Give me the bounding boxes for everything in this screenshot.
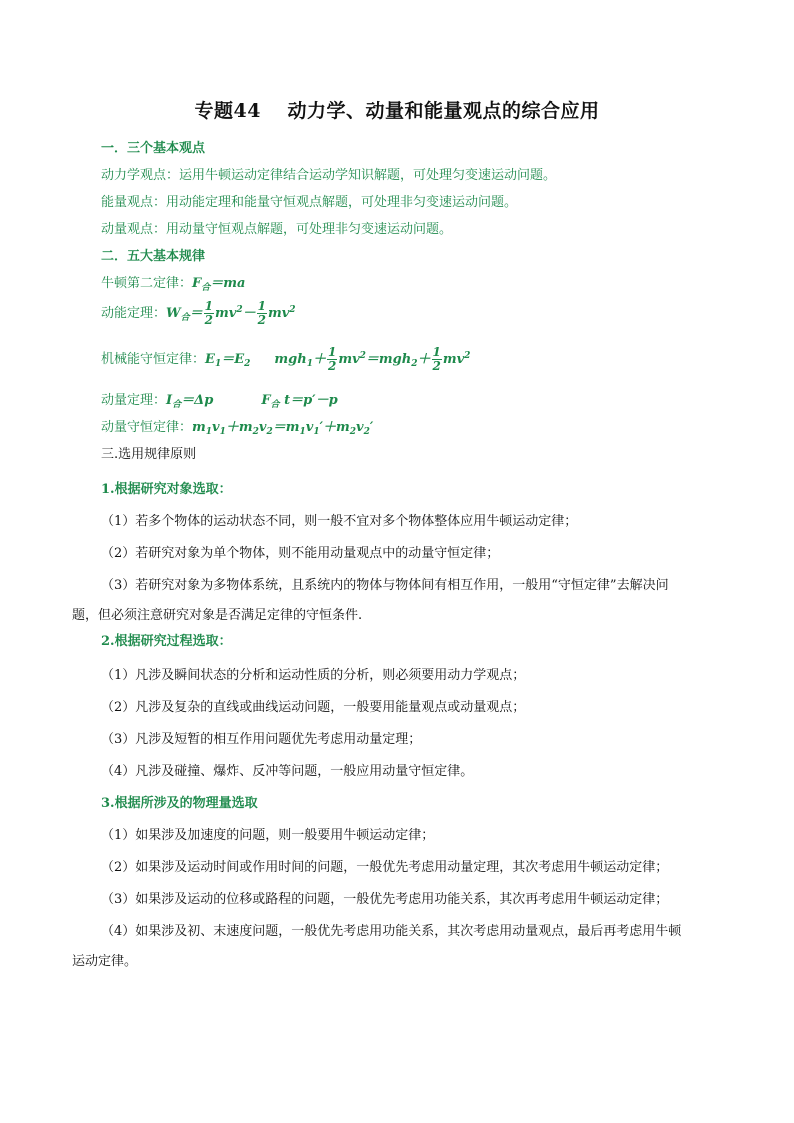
law-label: 动量守恒定律：	[101, 420, 193, 435]
formula-kinetic: $W_合=$ $\frac{1}{2}$ $mv^2-$ $\frac{1}{2}$ $mv^2$	[166, 299, 296, 327]
view-dynamics: 动力学观点：运用牛顿运动定律结合运动学知识解题，可处理匀变速运动问题。	[101, 168, 557, 183]
formula-momentum-2: $F_合$ t＝p′－p	[261, 393, 338, 410]
formula-newton: $F_合=ma$	[192, 276, 246, 293]
list-item: （3）如果涉及运动的位移或路程的问题，一般优先考虑用功能关系，其次再考虑用牛顿运动定律；	[101, 892, 669, 907]
view-energy: 能量观点：用动能定理和能量守恒观点解题，可处理非匀变速运动问题。	[101, 195, 518, 210]
list-item-continuation: 运动定律。	[72, 954, 138, 969]
list-item: （2）若研究对象为单个物体，则不能用动量观点中的动量守恒定律；	[101, 546, 500, 561]
formula-mech-1: $E_1=E_2$	[205, 352, 251, 369]
list-item: （1）若多个物体的运动状态不同，则一般不宜对多个物体整体应用牛顿运动定律；	[101, 514, 578, 529]
law-label: 动能定理：	[101, 306, 167, 321]
law-label: 牛顿第二定律：	[101, 276, 193, 291]
law-newton-second	[101, 272, 245, 293]
law-label: 机械能守恒定律：	[101, 352, 206, 367]
section-heading-selection-principles: 三.选用规律原则	[101, 447, 197, 462]
law-label: 动量定理：	[101, 393, 167, 408]
view-momentum: 动量观点：用动量守恒观点解题，可处理非匀变速运动问题。	[101, 222, 453, 237]
list-item: （3）凡涉及短暂的相互作用问题优先考虑用动量定理；	[101, 732, 422, 747]
list-item: （1）凡涉及瞬间状态的分析和运动性质的分析，则必须要用动力学观点；	[101, 668, 526, 683]
law-momentum-conservation	[101, 416, 373, 437]
law-momentum-theorem	[101, 389, 338, 410]
law-mechanical-energy	[101, 346, 470, 373]
law-kinetic-energy	[101, 300, 296, 327]
formula-conservation: $m_1v_1+m_2v_2=m_1v_1'+m_2v_2'$	[192, 420, 374, 437]
formula-momentum-1: $I_合=\Delta p$	[166, 393, 214, 410]
list-item: （2）如果涉及运动时间或作用时间的问题，一般优先考虑用动量定理，其次考虑用牛顿运动定律；	[101, 860, 669, 875]
section-heading-basic-laws: 二．五大基本规律	[101, 249, 206, 264]
group-heading-quantity: 3.根据所涉及的物理量选取	[101, 796, 258, 811]
list-item: （4）凡涉及碰撞、爆炸、反冲等问题，一般应用动量守恒定律。	[101, 764, 474, 779]
page-title: 专题44 动力学、动量和能量观点的综合应用	[194, 100, 600, 122]
formula-mech-2: mgh$_1$＋ $\frac{1}{2}$ $mv^2=mgh_2+$ $\frac{1}{2}$ $mv^2$	[274, 345, 471, 373]
group-heading-process: 2.根据研究过程选取：	[101, 634, 232, 649]
group-heading-object: 1.根据研究对象选取：	[101, 482, 232, 497]
list-item: （1）如果涉及加速度的问题，则一般要用牛顿运动定律；	[101, 828, 435, 843]
list-item: （2）凡涉及复杂的直线或曲线运动问题，一般要用能量观点或动量观点；	[101, 700, 526, 715]
section-heading-basic-views: 一．三个基本观点	[101, 141, 206, 156]
list-item: （3）若研究对象为多物体系统，且系统内的物体与物体间有相互作用，一般用“守恒定律”去解决问	[101, 578, 669, 593]
list-item-continuation: 题，但必须注意研究对象是否满足定律的守恒条件.	[72, 608, 363, 623]
list-item: （4）如果涉及初、末速度问题，一般优先考虑用功能关系，其次考虑用动量观点，最后再考虑用牛顿	[101, 924, 682, 939]
